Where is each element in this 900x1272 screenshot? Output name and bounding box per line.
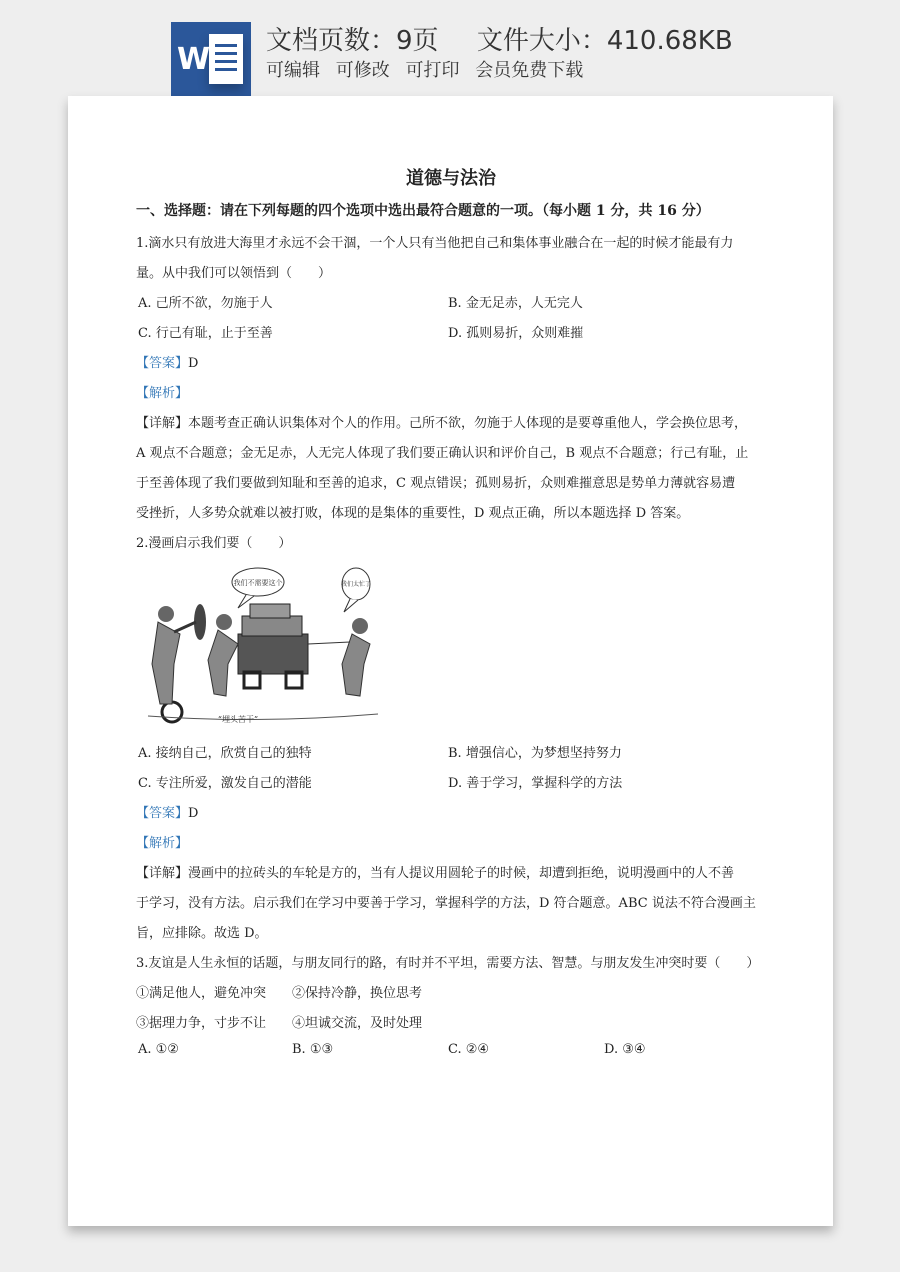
q2-option-a: A. 接纳自己，欣赏自己的独特 (138, 746, 312, 761)
cartoon-bubble-text: 我们太忙了 (340, 581, 372, 588)
q2-analysis-label: 【解析】 (136, 836, 189, 851)
feature-list (266, 56, 593, 82)
q1-detail-line: 【详解】本题考查正确认识集体对个人的作用。己所不欲，勿施于人体现的是要尊重他人，学会换位思考， (136, 416, 748, 431)
q3-option-c: C. ②④ (448, 1042, 490, 1057)
q2-option-c: C. 专注所爱，激发自己的潜能 (138, 776, 312, 791)
document-page (68, 96, 833, 1226)
q2-detail-line: 旨，应排除。故选 D。 (136, 926, 268, 941)
q3-items-line: ③据理力争，寸步不让 ④坦诚交流，及时处理 (136, 1016, 423, 1031)
feature-modifiable: 可修改 (335, 60, 390, 81)
cartoon-caption: “埋头苦干” (217, 715, 259, 724)
feature-member-download: 会员免费下载 (475, 60, 584, 81)
q1-option-d: D. 孤则易折，众则难摧 (448, 326, 584, 341)
q1-detail-line: 于至善体现了我们要做到知耻和至善的追求，C 观点错误；孤则易折，众则难摧意思是势单力薄就容易遭 (136, 476, 736, 491)
q1-stem-line: 1.滴水只有放进大海里才永远不会干涸，一个人只有当他把自己和集体事业融合在一起的时候才能最有力 (136, 236, 734, 251)
q2-option-b: B. 增强信心，为梦想坚持努力 (448, 746, 622, 761)
q1-option-a: A. 己所不欲，勿施于人 (138, 296, 273, 311)
word-document-icon: W (171, 22, 251, 96)
q3-option-a: A. ①② (138, 1042, 179, 1057)
q1-option-c: C. 行己有耻，止于至善 (138, 326, 273, 341)
q1-option-b: B. 金无足赤，人无完人 (448, 296, 583, 311)
feature-printable: 可打印 (405, 60, 460, 81)
q1-detail-line: A 观点不合题意；金无足赤，人无完人体现了我们要正确认识和评价自己，B 观点不合题意；行己有耻，止 (136, 446, 749, 461)
q3-option-b: B. ①③ (292, 1042, 334, 1057)
q1-answer: 【答案】D (136, 356, 199, 371)
q1-stem-line: 量。从中我们可以领悟到（ ） (136, 266, 332, 281)
file-size: 文件大小：410.68KB (476, 26, 733, 56)
page-count: 文档页数：9页 (266, 26, 439, 56)
q2-detail-line: 【详解】漫画中的拉砖头的车轮是方的，当有人提议用圆轮子的时候，却遭到拒绝，说明漫画中的人不善 (136, 866, 735, 881)
cartoon-image (138, 564, 388, 724)
q2-detail-line: 于学习，没有方法。启示我们在学习中要善于学习，掌握科学的方法，D 符合题意。ABC 说法不符合漫画主 (136, 896, 756, 911)
q3-option-d: D. ③④ (604, 1042, 646, 1057)
q3-items-line: ①满足他人，避免冲突 ②保持冷静，换位思考 (136, 986, 423, 1001)
q2-stem: 2.漫画启示我们要（ ） (136, 536, 292, 551)
section-heading: 一、选择题：请在下列每题的四个选项中选出最符合题意的一项。（每小题 1 分，共 16 分） (136, 203, 710, 219)
feature-editable: 可编辑 (266, 60, 320, 81)
download-banner (0, 0, 900, 96)
q3-stem: 3.友谊是人生永恒的话题，与朋友同行的路，有时并不平坦，需要方法、智慧。与朋友发生冲突时要（ ） (136, 956, 760, 971)
q1-detail-line: 受挫折，人多势众就难以被打败，体现的是集体的重要性，D 观点正确，所以本题选择 D 答案。 (136, 506, 690, 521)
q1-analysis-label: 【解析】 (136, 386, 189, 401)
cartoon-bubble-text: 我们不需要这个 (233, 579, 283, 587)
q2-option-d: D. 善于学习，掌握科学的方法 (448, 776, 623, 791)
q2-answer: 【答案】D (136, 806, 199, 821)
document-title: 道德与法治 (406, 168, 496, 189)
